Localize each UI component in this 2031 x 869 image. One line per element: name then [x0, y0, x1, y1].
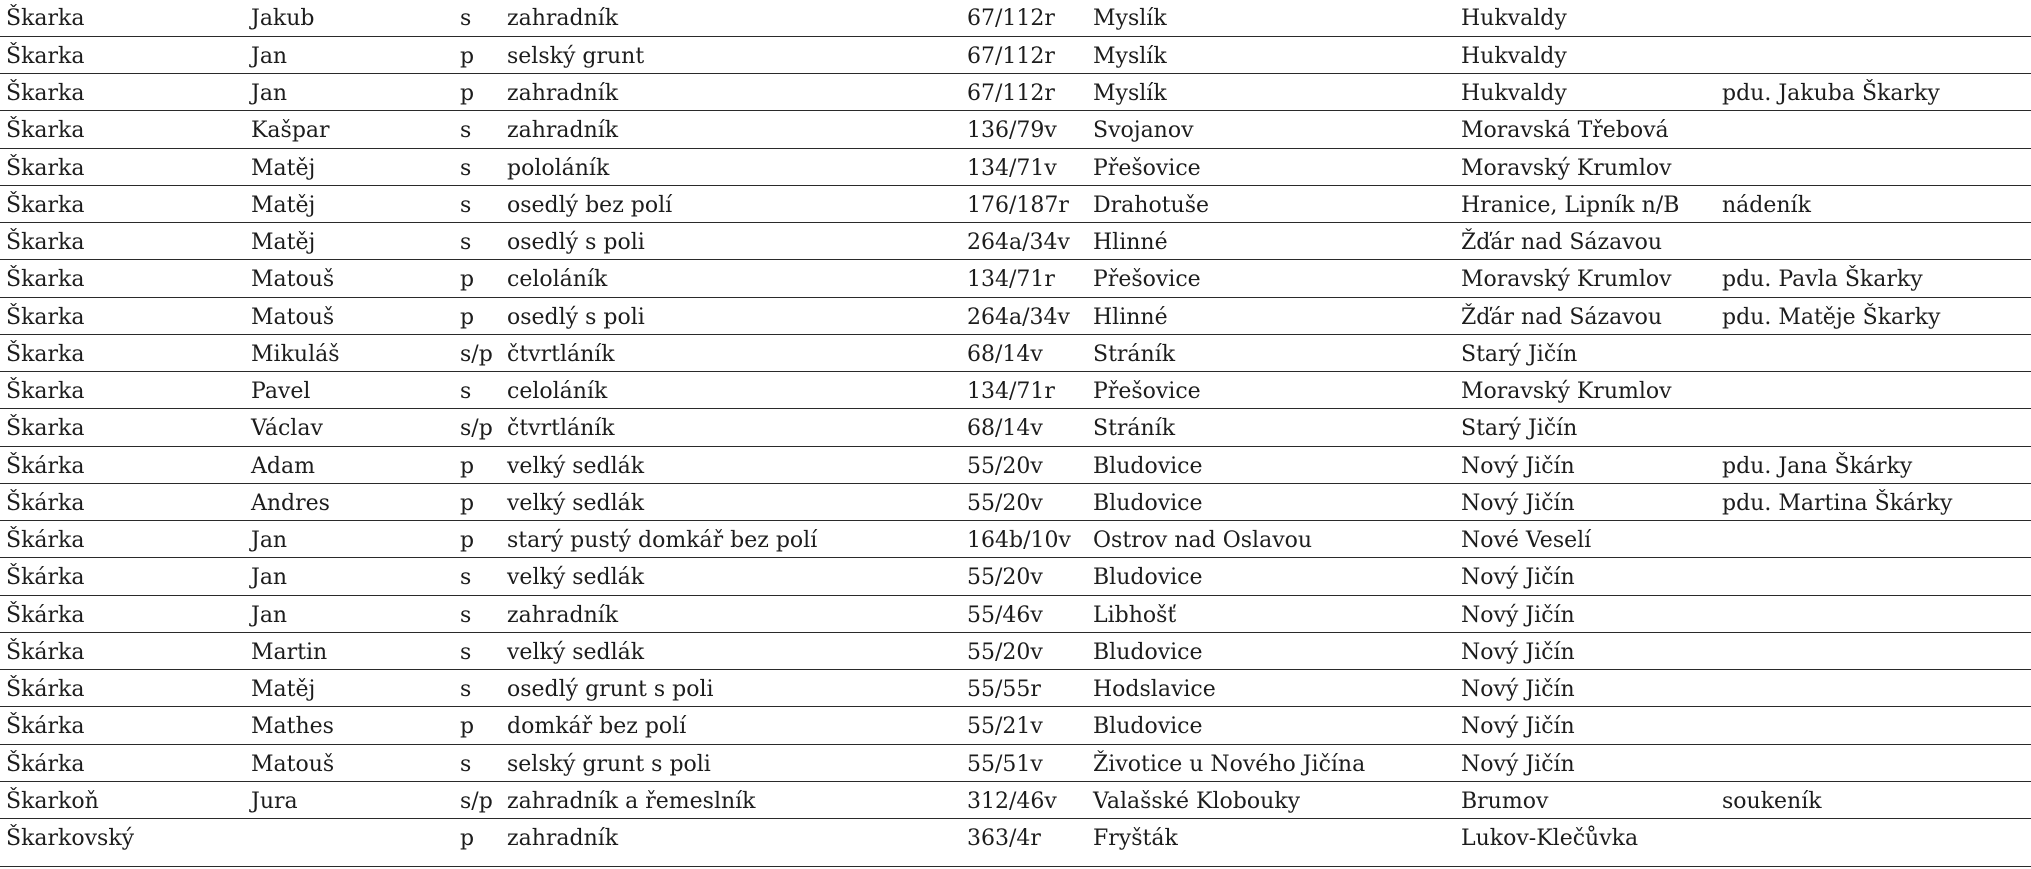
- note-cell: pdu. Jana Škárky: [1722, 454, 1913, 479]
- surname-cell: Škarka: [6, 305, 85, 330]
- domain-cell: Nový Jičín: [1461, 752, 1575, 777]
- note-cell: pdu. Pavla Škarky: [1722, 267, 1923, 292]
- domain-cell: Nový Jičín: [1461, 454, 1575, 479]
- given-cell: Jura: [251, 789, 298, 814]
- village-cell: Přešovice: [1093, 156, 1201, 181]
- village-cell: Přešovice: [1093, 267, 1201, 292]
- ref-cell: 134/71r: [967, 267, 1055, 292]
- table-row: [0, 185, 2031, 223]
- village-cell: Bludovice: [1093, 565, 1203, 590]
- given-cell: Václav: [251, 416, 323, 441]
- village-cell: Stráník: [1093, 416, 1176, 441]
- village-cell: Hlinné: [1093, 305, 1168, 330]
- surname-cell: Škárka: [6, 677, 85, 702]
- status-cell: s: [460, 156, 472, 181]
- surname-cell: Škárka: [6, 454, 85, 479]
- given-cell: Martin: [251, 640, 328, 665]
- surname-cell: Škarka: [6, 379, 85, 404]
- status-cell: s: [460, 379, 472, 404]
- given-cell: Kašpar: [251, 118, 330, 143]
- property-cell: zahradník a řemeslník: [507, 789, 756, 814]
- table-row: [0, 259, 2031, 297]
- status-cell: s: [460, 118, 472, 143]
- given-cell: Matěj: [251, 193, 316, 218]
- status-cell: s/p: [460, 342, 493, 367]
- ref-cell: 264a/34v: [967, 230, 1070, 255]
- property-cell: osedlý s poli: [507, 305, 645, 330]
- given-cell: Andres: [251, 491, 330, 516]
- property-cell: selský grunt s poli: [507, 752, 711, 777]
- status-cell: s: [460, 565, 472, 590]
- property-cell: zahradník: [507, 118, 619, 143]
- given-cell: Jan: [251, 565, 288, 590]
- surname-cell: Škarkoň: [6, 789, 99, 814]
- note-cell: pdu. Martina Škárky: [1722, 491, 1953, 516]
- ref-cell: 55/55r: [967, 677, 1041, 702]
- status-cell: p: [460, 454, 475, 479]
- domain-cell: Nový Jičín: [1461, 603, 1575, 628]
- property-cell: zahradník: [507, 826, 619, 851]
- given-cell: Matouš: [251, 267, 335, 292]
- property-cell: čtvrtláník: [507, 416, 615, 441]
- surname-cell: Škárka: [6, 528, 85, 553]
- domain-cell: Moravská Třebová: [1461, 118, 1669, 143]
- village-cell: Valašské Klobouky: [1093, 789, 1301, 814]
- surname-cell: Škarka: [6, 342, 85, 367]
- ref-cell: 134/71r: [967, 379, 1055, 404]
- village-cell: Bludovice: [1093, 491, 1203, 516]
- surname-cell: Škarka: [6, 81, 85, 106]
- village-cell: Ostrov nad Oslavou: [1093, 528, 1313, 553]
- village-cell: Myslík: [1093, 81, 1167, 106]
- given-cell: Matouš: [251, 752, 335, 777]
- domain-cell: Žďár nad Sázavou: [1461, 305, 1663, 330]
- village-cell: Fryšták: [1093, 826, 1178, 851]
- table-row: [0, 446, 2031, 484]
- ref-cell: 176/187r: [967, 193, 1069, 218]
- domain-cell: Hukvaldy: [1461, 6, 1567, 31]
- surname-cell: Škárka: [6, 714, 85, 739]
- status-cell: s: [460, 6, 472, 31]
- ref-cell: 55/20v: [967, 454, 1043, 479]
- given-cell: Matěj: [251, 677, 316, 702]
- ref-cell: 134/71v: [967, 156, 1057, 181]
- property-cell: starý pustý domkář bez polí: [507, 528, 818, 553]
- domain-cell: Nový Jičín: [1461, 714, 1575, 739]
- property-cell: pololáník: [507, 156, 610, 181]
- property-cell: celoláník: [507, 267, 608, 292]
- ref-cell: 68/14v: [967, 342, 1043, 367]
- status-cell: p: [460, 44, 475, 69]
- table-row: [0, 73, 2031, 111]
- status-cell: s/p: [460, 416, 493, 441]
- status-cell: s: [460, 193, 472, 218]
- surname-cell: Škarkovský: [6, 826, 135, 851]
- given-cell: Adam: [251, 454, 315, 479]
- table-row: [0, 36, 2031, 74]
- status-cell: p: [460, 528, 475, 553]
- table-bottom-rule: [0, 866, 2031, 867]
- table-row: [0, 818, 2031, 856]
- surname-cell: Škárka: [6, 565, 85, 590]
- table-row: [0, 0, 2031, 36]
- domain-cell: Moravský Krumlov: [1461, 156, 1672, 181]
- table-row: [0, 371, 2031, 409]
- domain-cell: Hukvaldy: [1461, 81, 1567, 106]
- note-cell: pdu. Jakuba Škarky: [1722, 81, 1940, 106]
- property-cell: osedlý bez polí: [507, 193, 673, 218]
- given-cell: Jan: [251, 603, 288, 628]
- property-cell: zahradník: [507, 6, 619, 31]
- table-row: [0, 222, 2031, 260]
- ref-cell: 55/20v: [967, 565, 1043, 590]
- status-cell: s: [460, 230, 472, 255]
- given-cell: Matěj: [251, 156, 316, 181]
- surname-cell: Škárka: [6, 752, 85, 777]
- ref-cell: 55/20v: [967, 491, 1043, 516]
- ref-cell: 55/21v: [967, 714, 1043, 739]
- given-cell: Mikuláš: [251, 342, 340, 367]
- village-cell: Bludovice: [1093, 714, 1203, 739]
- table-row: [0, 520, 2031, 558]
- property-cell: selský grunt: [507, 44, 645, 69]
- ref-cell: 68/14v: [967, 416, 1043, 441]
- property-cell: velký sedlák: [507, 640, 645, 665]
- table-row: [0, 408, 2031, 446]
- note-cell: pdu. Matěje Škarky: [1722, 305, 1941, 330]
- surname-cell: Škárka: [6, 491, 85, 516]
- domain-cell: Starý Jičín: [1461, 342, 1578, 367]
- domain-cell: Nový Jičín: [1461, 640, 1575, 665]
- table-row: [0, 483, 2031, 521]
- ref-cell: 55/20v: [967, 640, 1043, 665]
- property-cell: celoláník: [507, 379, 608, 404]
- given-cell: Jan: [251, 44, 288, 69]
- status-cell: p: [460, 826, 475, 851]
- given-cell: Jakub: [251, 6, 315, 31]
- surname-cell: Škarka: [6, 118, 85, 143]
- surname-cell: Škarka: [6, 267, 85, 292]
- status-cell: s: [460, 603, 472, 628]
- property-cell: velký sedlák: [507, 491, 645, 516]
- ref-cell: 67/112r: [967, 81, 1055, 106]
- table-row: [0, 148, 2031, 186]
- given-cell: Matouš: [251, 305, 335, 330]
- given-cell: Jan: [251, 528, 288, 553]
- surname-cell: Škarka: [6, 6, 85, 31]
- ref-cell: 164b/10v: [967, 528, 1071, 553]
- note-cell: soukeník: [1722, 789, 1822, 814]
- surname-cell: Škarka: [6, 44, 85, 69]
- property-cell: zahradník: [507, 81, 619, 106]
- status-cell: p: [460, 714, 475, 739]
- domain-cell: Starý Jičín: [1461, 416, 1578, 441]
- surname-cell: Škarka: [6, 416, 85, 441]
- status-cell: p: [460, 491, 475, 516]
- property-cell: velký sedlák: [507, 454, 645, 479]
- domain-cell: Brumov: [1461, 789, 1549, 814]
- ref-cell: 264a/34v: [967, 305, 1070, 330]
- status-cell: s/p: [460, 789, 493, 814]
- table-row: [0, 557, 2031, 595]
- table-row: [0, 110, 2031, 148]
- table-row: [0, 595, 2031, 633]
- status-cell: s: [460, 640, 472, 665]
- village-cell: Libhošť: [1093, 603, 1177, 628]
- village-cell: Hlinné: [1093, 230, 1168, 255]
- domain-cell: Hranice, Lipník n/B: [1461, 193, 1680, 218]
- village-cell: Myslík: [1093, 6, 1167, 31]
- property-cell: domkář bez polí: [507, 714, 687, 739]
- village-cell: Přešovice: [1093, 379, 1201, 404]
- given-cell: Pavel: [251, 379, 311, 404]
- ref-cell: 136/79v: [967, 118, 1057, 143]
- table-row: [0, 706, 2031, 744]
- domain-cell: Nový Jičín: [1461, 491, 1575, 516]
- village-cell: Myslík: [1093, 44, 1167, 69]
- surname-cell: Škarka: [6, 230, 85, 255]
- domain-cell: Nový Jičín: [1461, 677, 1575, 702]
- ref-cell: 312/46v: [967, 789, 1057, 814]
- note-cell: nádeník: [1722, 193, 1811, 218]
- surname-cell: Škárka: [6, 603, 85, 628]
- domain-cell: Moravský Krumlov: [1461, 267, 1672, 292]
- ref-cell: 363/4r: [967, 826, 1041, 851]
- village-cell: Stráník: [1093, 342, 1176, 367]
- status-cell: p: [460, 81, 475, 106]
- status-cell: p: [460, 267, 475, 292]
- table-row: [0, 297, 2031, 335]
- surname-cell: Škarka: [6, 193, 85, 218]
- property-cell: velký sedlák: [507, 565, 645, 590]
- property-cell: osedlý grunt s poli: [507, 677, 714, 702]
- given-cell: Matěj: [251, 230, 316, 255]
- table-row: [0, 334, 2031, 372]
- village-cell: Drahotuše: [1093, 193, 1210, 218]
- domain-cell: Hukvaldy: [1461, 44, 1567, 69]
- table-row: [0, 744, 2031, 782]
- status-cell: p: [460, 305, 475, 330]
- domain-cell: Žďár nad Sázavou: [1461, 230, 1663, 255]
- village-cell: Bludovice: [1093, 454, 1203, 479]
- village-cell: Bludovice: [1093, 640, 1203, 665]
- ref-cell: 67/112r: [967, 6, 1055, 31]
- property-cell: osedlý s poli: [507, 230, 645, 255]
- property-cell: zahradník: [507, 603, 619, 628]
- table-row: [0, 669, 2031, 707]
- given-cell: Mathes: [251, 714, 334, 739]
- property-cell: čtvrtláník: [507, 342, 615, 367]
- domain-cell: Nový Jičín: [1461, 565, 1575, 590]
- ref-cell: 55/51v: [967, 752, 1043, 777]
- status-cell: s: [460, 752, 472, 777]
- ref-cell: 55/46v: [967, 603, 1043, 628]
- surname-cell: Škarka: [6, 156, 85, 181]
- domain-cell: Moravský Krumlov: [1461, 379, 1672, 404]
- table-row: [0, 632, 2031, 670]
- village-cell: Hodslavice: [1093, 677, 1216, 702]
- surname-cell: Škárka: [6, 640, 85, 665]
- village-cell: Životice u Nového Jičína: [1093, 752, 1366, 777]
- ref-cell: 67/112r: [967, 44, 1055, 69]
- given-cell: Jan: [251, 81, 288, 106]
- status-cell: s: [460, 677, 472, 702]
- village-cell: Svojanov: [1093, 118, 1194, 143]
- domain-cell: Nové Veselí: [1461, 528, 1592, 553]
- domain-cell: Lukov-Klečůvka: [1461, 826, 1639, 851]
- table-row: [0, 781, 2031, 819]
